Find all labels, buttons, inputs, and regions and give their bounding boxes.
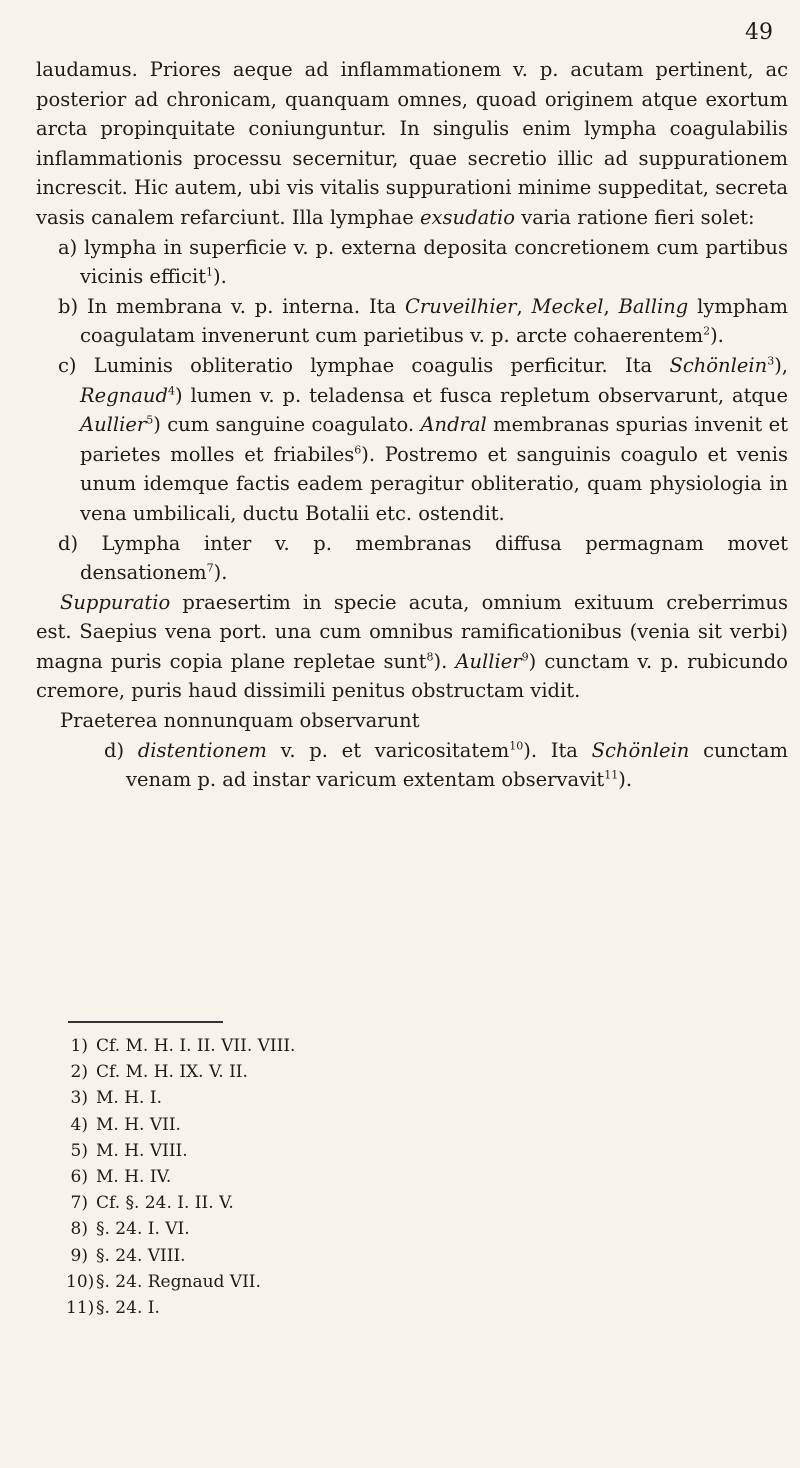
footnote-ref: 8 <box>426 650 434 664</box>
footnote-number: 9) <box>70 1245 88 1266</box>
item-label: c) <box>58 353 77 377</box>
item-end: ). <box>213 561 228 585</box>
footnote-ref: 10 <box>509 739 524 753</box>
footnote-ref: 6 <box>354 443 362 457</box>
item-end: ). <box>618 768 633 792</box>
separator: ), <box>774 353 788 377</box>
footnote-ref: 7 <box>206 561 214 575</box>
footnote <box>66 1085 466 1111</box>
author-name: Regnaud <box>80 383 168 407</box>
item-text: Lympha inter v. p. membranas diffusa permagnam movet densationem <box>80 531 788 585</box>
footnote <box>66 1295 466 1321</box>
footnote-text: M. H. I. <box>96 1088 162 1109</box>
paragraph-praeterea <box>36 706 788 736</box>
intro-emphasis: exsudatio <box>419 205 516 229</box>
footnote-text: Cf. §. 24. I. II. V. <box>96 1193 234 1214</box>
separator: , <box>603 294 610 318</box>
footnote-number: 5) <box>70 1140 88 1161</box>
footnote <box>66 1138 466 1164</box>
term-emphasis: Suppuratio <box>60 590 171 614</box>
separator: , <box>516 294 523 318</box>
author-name: Meckel <box>531 294 604 318</box>
footnote-number: 11) <box>66 1298 95 1319</box>
footnote-number: 8) <box>70 1219 88 1240</box>
list-item-a <box>36 233 788 292</box>
item-text: ) cum sanguine coagulato. <box>153 413 415 437</box>
author-name: Schönlein <box>591 738 690 762</box>
footnote <box>66 1190 466 1216</box>
list-item-d <box>36 529 788 588</box>
footnote-text: M. H. IV. <box>96 1167 172 1188</box>
footnote-text: M. H. VIII. <box>96 1140 188 1161</box>
body-text <box>36 55 788 795</box>
footnote <box>66 1033 466 1059</box>
list-item-c <box>36 351 788 529</box>
footnote-text: §. 24. I. VI. <box>96 1219 190 1240</box>
item-end: ). <box>213 265 227 289</box>
author-name: Andral <box>420 413 487 437</box>
item-text: ). Ita <box>523 738 578 762</box>
footnote-number: 2) <box>70 1062 88 1083</box>
author-name: Balling <box>618 294 689 318</box>
footnote-divider <box>68 1021 223 1023</box>
footnote-text: §. 24. VIII. <box>96 1245 186 1266</box>
item-text: ). Postremo et sanguinis coagulo et venis unum idemque factis eadem peragitur obliteratio, quam physiologia in vena umbilicali, ductu Botalii etc. ostendit. <box>80 442 788 525</box>
paragraph-suppuratio <box>36 588 788 706</box>
author-name: Schönlein <box>669 353 768 377</box>
item-text: v. p. et varicositatem <box>280 738 510 762</box>
paragraph-intro <box>36 55 788 233</box>
footnote-ref: 3 <box>767 354 775 368</box>
footnote-number: 6) <box>70 1167 88 1188</box>
footnote <box>66 1164 466 1190</box>
footnote-number: 1) <box>70 1036 88 1056</box>
paragraph-text: praesertim in specie acuta, omnium exituum creberrimus est. Saepius vena port. una cum omnibus ramificationibus (venia sit verbi) magna puris copia plane repletae sunt <box>36 590 788 673</box>
item-text: lympha in superficie v. p. externa deposita concretionem cum partibus vicinis efficit <box>80 235 788 289</box>
item-text: ) lumen v. p. teladensa et fusca repletum observarunt, atque <box>174 383 788 407</box>
footnote <box>66 1269 466 1295</box>
author-name: Cruveilhier <box>404 294 517 318</box>
footnote-text: §. 24. I. <box>96 1298 160 1319</box>
paragraph-text: Praeterea nonnunquam observarunt <box>60 709 420 733</box>
footnote-ref: 5 <box>146 413 154 427</box>
footnote-ref: 2 <box>703 324 711 338</box>
footnote <box>66 1216 466 1242</box>
item-label: d) <box>104 738 125 762</box>
item-text: membranas spurias invenit et parietes molles et friabiles <box>80 413 788 466</box>
item-text: cunctam venam p. ad instar varicum extentam observavit <box>126 738 789 792</box>
footnote <box>66 1059 466 1085</box>
item-text: Luminis obliteratio lymphae coagulis perficitur. Ita <box>93 353 653 377</box>
intro-end: varia ratione fieri solet: <box>521 205 755 229</box>
item-end: ). <box>710 324 724 348</box>
author-name: Aullier <box>455 649 522 673</box>
footnote-text: Cf. M. H. IX. V. II. <box>96 1062 248 1083</box>
paragraph-text: ) cunctam v. p. rubicundo cremore, puris haud dissimili penitus obstructam vidit. <box>36 649 788 703</box>
item-text: In membrana v. p. interna. Ita <box>86 294 397 318</box>
footnotes <box>66 1033 466 1321</box>
paragraph-text: ). <box>433 649 448 673</box>
footnote-text: M. H. VII. <box>96 1114 181 1135</box>
page-number: 49 <box>745 20 773 45</box>
list-item-b <box>36 292 788 351</box>
footnote-ref: 1 <box>206 265 214 279</box>
list-item-d-distentio <box>36 736 788 795</box>
footnote-number: 3) <box>70 1088 88 1109</box>
term-emphasis: distentionem <box>137 738 267 762</box>
item-label: a) <box>58 235 78 259</box>
footnote-text: Cf. M. H. I. II. VII. VIII. <box>96 1036 296 1056</box>
item-label: d) <box>58 531 79 555</box>
author-name: Aullier <box>80 413 147 437</box>
footnote-text: §. 24. Regnaud VII. <box>96 1271 261 1292</box>
footnote <box>66 1112 466 1138</box>
footnote <box>66 1243 466 1269</box>
footnote-ref: 9 <box>521 650 529 664</box>
item-label: b) <box>58 294 79 318</box>
item-text: lympham coagulatam invenerunt cum parietibus v. p. arcte cohaerentem <box>80 294 789 348</box>
footnote-number: 10) <box>66 1271 95 1292</box>
intro-text: laudamus. Priores aeque ad inflammationem v. p. acutam pertinent, ac posterior ad chronicam, quanquam omnes, quoad originem atque exortum arcta propinquitate coniunguntur. In singulis enim lympha coagulabilis inflammationis processu secernitur, quae secretio illic ad suppurationem increscit. Hic autem, ubi vis vitalis suppurationi minime suppeditat, secreta vasis canalem refarciunt. Illa lymphae <box>36 58 788 229</box>
footnote-ref: 11 <box>604 768 619 782</box>
footnote-ref: 4 <box>167 384 175 398</box>
footnote-number: 4) <box>70 1114 88 1135</box>
footnote-number: 7) <box>70 1193 88 1214</box>
